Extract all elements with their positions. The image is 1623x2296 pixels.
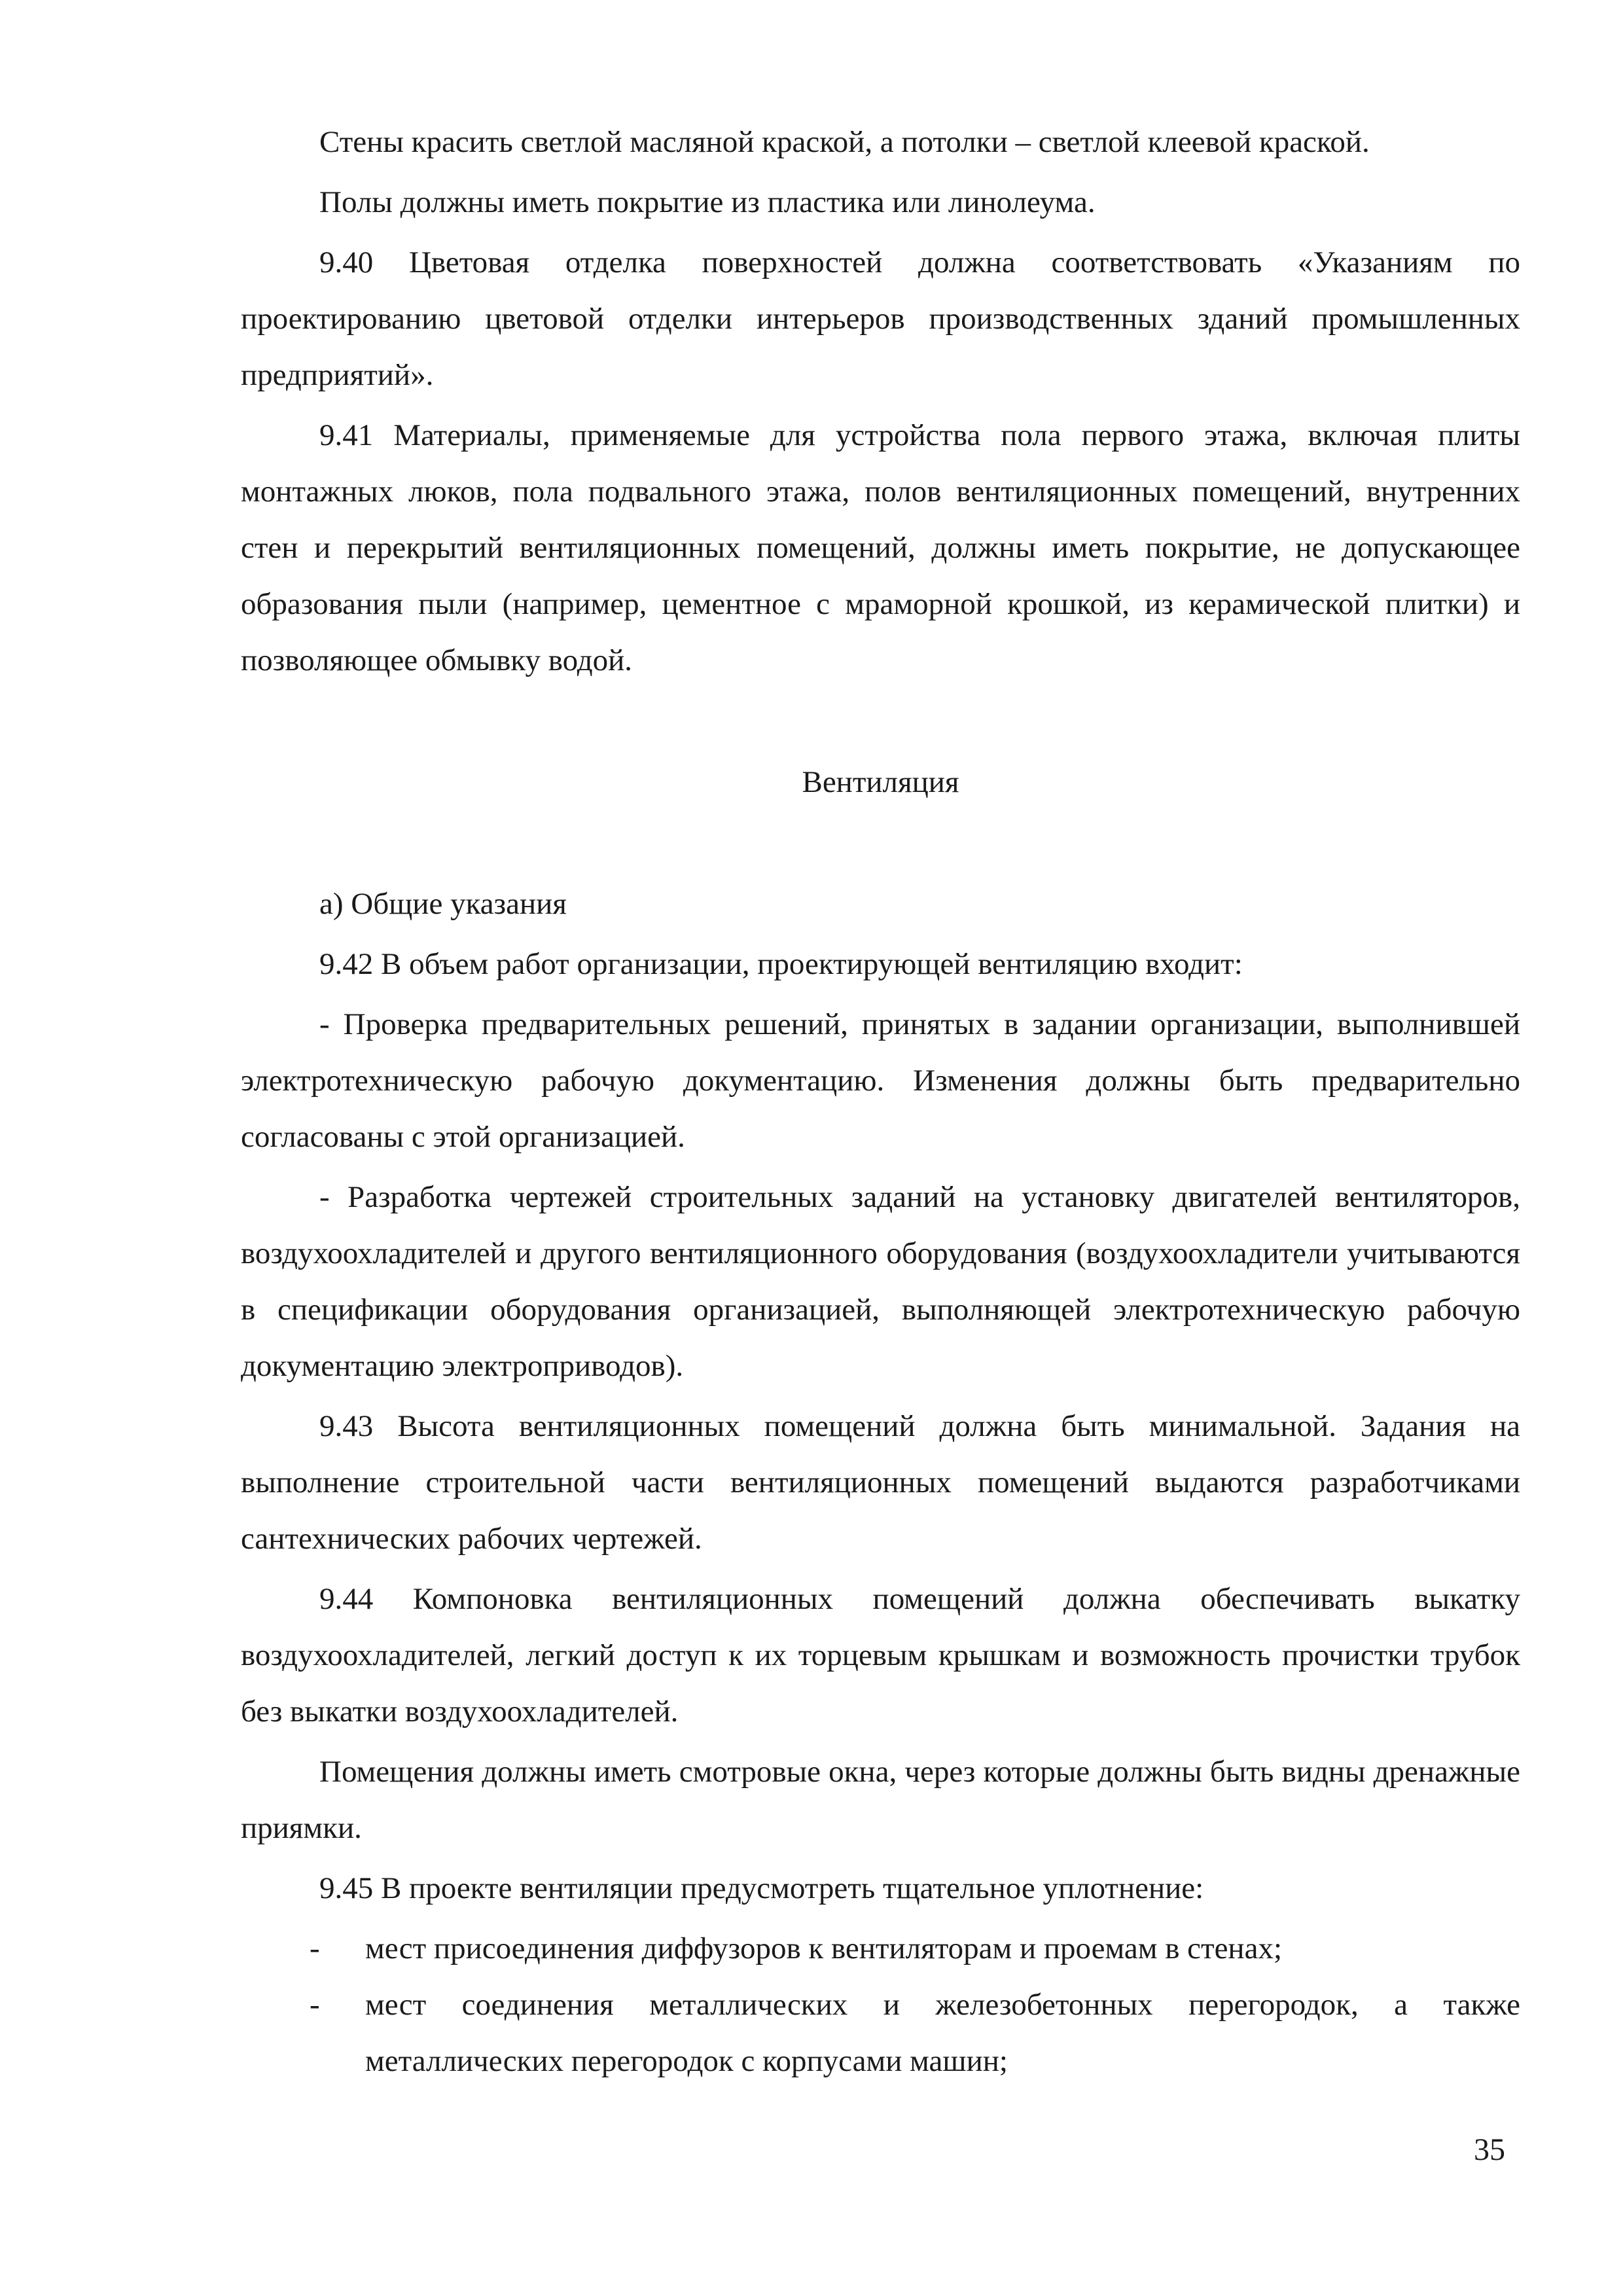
list-item-text: мест присоединения диффузоров к вентиляторам и проемам в стенах;	[365, 1931, 1283, 1965]
section-heading: Вентиляция	[802, 765, 959, 799]
paragraph-inspection-windows: Помещения должны иметь смотровые окна, через которые должны быть видны дренажные приямки.	[241, 1755, 1520, 1845]
sealing-list	[241, 1920, 1520, 2089]
page-number: 35	[1474, 2132, 1505, 2167]
list-dash: -	[310, 1988, 320, 2022]
paragraph-check-decisions: - Проверка предварительных решений, принятых в задании организации, выполнившей электротехническую рабочую документацию. Изменения должны быть предварительно согласованы с этой организацией.	[241, 1007, 1520, 1154]
paragraph-9-41: 9.41 Материалы, применяемые для устройства пола первого этажа, включая плиты монтажных люков, пола подвального этажа, полов вентиляционных помещений, внутренних стен и перекрытий вентиляционных помещений, должны иметь покрытие, не допускающее образования пыли (например, цементное с мраморной крошкой, из керамической плитки) и позволяющее обмывку водой.	[241, 418, 1520, 677]
list-item	[241, 1920, 1520, 1977]
document-body	[241, 114, 1520, 2089]
list-item-text: мест соединения металлических и железобетонных перегородок, а также металлических перегородок с корпусами машин;	[365, 1988, 1520, 2078]
list-dash: -	[310, 1931, 320, 1965]
paragraph-9-43: 9.43 Высота вентиляционных помещений должна быть минимальной. Задания на выполнение строительной части вентиляционных помещений выдаются разработчиками сантехнических рабочих чертежей.	[241, 1409, 1520, 1556]
paragraph-9-40: 9.40 Цветовая отделка поверхностей должна соответствовать «Указаниям по проектированию цветовой отделки интерьеров производственных зданий промышленных предприятий».	[241, 245, 1520, 392]
paragraph-9-45: 9.45 В проекте вентиляции предусмотреть тщательное уплотнение:	[319, 1871, 1204, 1905]
list-item	[241, 1977, 1520, 2089]
paragraph-drawings: - Разработка чертежей строительных заданий на установку двигателей вентиляторов, воздухоохладителей и другого вентиляционного оборудования (воздухоохладители учитываются в спецификации оборудования организацией, выполняющей электротехническую рабочую документацию электроприводов).	[241, 1180, 1520, 1383]
paragraph-walls-ceilings: Стены красить светлой масляной краской, а потолки – светлой клеевой краской.	[319, 125, 1370, 159]
paragraph-9-44: 9.44 Компоновка вентиляционных помещений должна обеспечивать выкатку воздухоохладителей, легкий доступ к их торцевым крышкам и возможность прочистки трубок без выкатки воздухоохладителей.	[241, 1582, 1520, 1729]
paragraph-floors: Полы должны иметь покрытие из пластика или линолеума.	[319, 185, 1096, 219]
subheading-general: а) Общие указания	[319, 887, 567, 921]
paragraph-9-42: 9.42 В объем работ организации, проектирующей вентиляцию входит:	[319, 947, 1243, 981]
